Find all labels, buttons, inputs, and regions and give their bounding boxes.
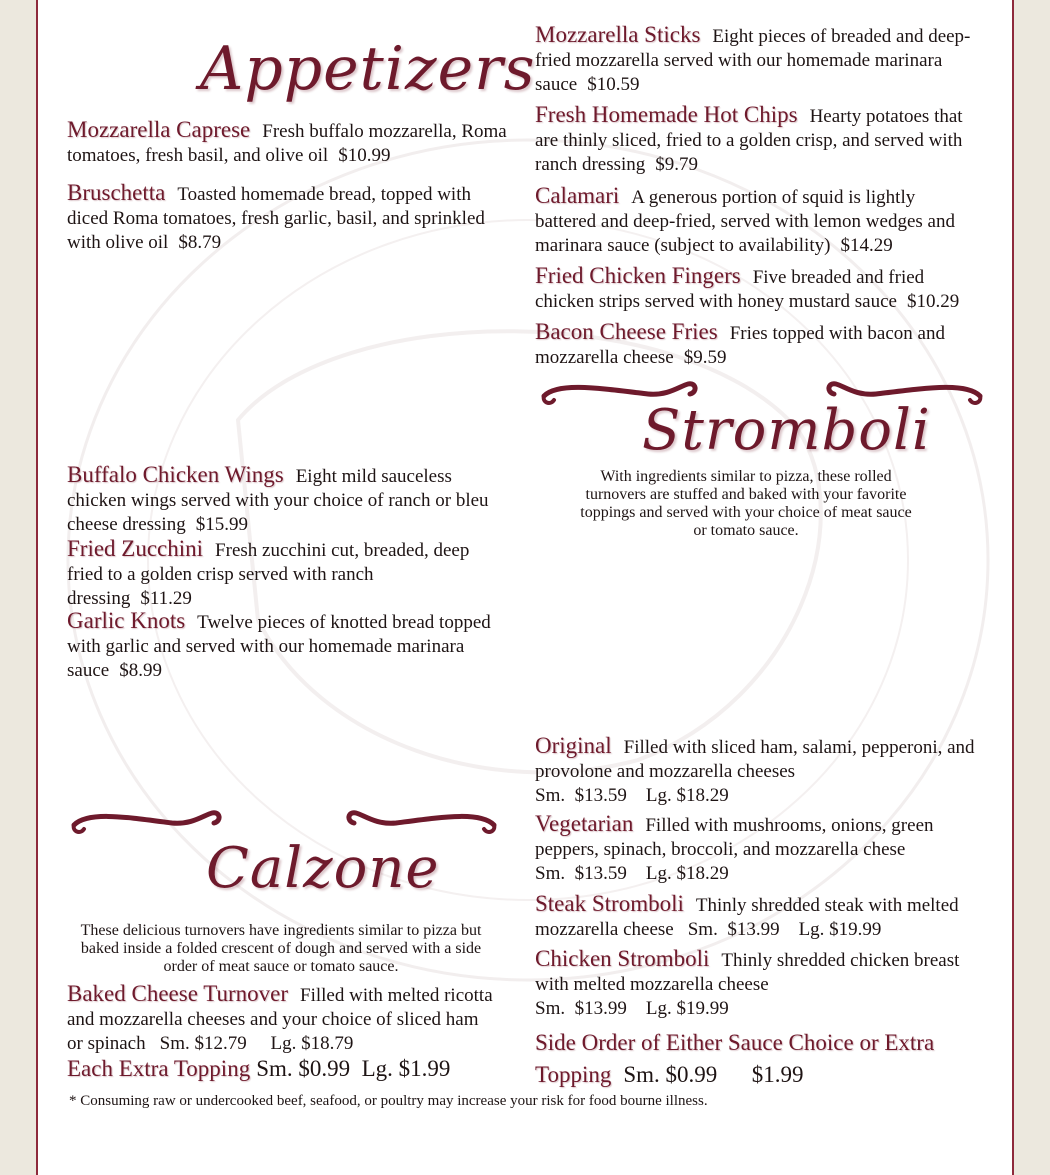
item-desc: Filled with melted ricotta and mozzarella cheeses and your choice of sliced ham or spinach (67, 985, 493, 1054)
item-name: Each Extra Topping (67, 1056, 251, 1081)
item-desc: Eight mild sauceless chicken wings served with your choice of ranch or bleu cheese dressing (67, 466, 489, 535)
item-name: Fresh Homemade Hot Chips (535, 102, 798, 127)
calzone-intro: These delicious turnovers have ingredients similar to pizza but baked inside a folded crescent of dough and served with a side order of meat sauce or tomato sauce. (80, 922, 482, 975)
item-name: Bacon Cheese Fries (535, 319, 718, 344)
menu-item-chicken-stromboli (535, 947, 975, 1021)
menu-item-steak-stromboli (535, 892, 995, 942)
item-name: Calamari (535, 183, 620, 208)
item-desc: Five breaded and fried chicken strips served with honey mustard sauce (535, 267, 925, 312)
menu-item-mozzarella-caprese (67, 118, 517, 168)
menu-item-garlic-knots (67, 609, 507, 683)
item-price: $8.99 (119, 660, 162, 681)
item-name: Steak Stromboli (535, 891, 684, 916)
menu-item-mozzarella-sticks (535, 23, 980, 97)
stromboli-intro: With ingredients similar to pizza, these rolled turnovers are stuffed and baked with your favorite toppings and served with your choice of meat sauce or tomato sauce. (580, 468, 912, 539)
item-name: Baked Cheese Turnover (67, 981, 289, 1006)
item-price: $15.99 (195, 514, 248, 535)
item-desc: Fresh zucchini cut, breaded, deep fried to a golden crisp served with ranch dressing (67, 540, 470, 609)
item-price: Sm. $13.99 Lg. $19.99 (687, 919, 882, 940)
item-desc: Filled with sliced ham, salami, pepperoni, and provolone and mozzarella cheeses (535, 737, 975, 782)
item-name: Mozzarella Sticks (535, 22, 701, 47)
item-name: Fried Zucchini (67, 536, 204, 561)
item-name: Fried Chicken Fingers (535, 263, 741, 288)
item-price: Sm. $12.79 Lg. $18.79 (159, 1033, 354, 1054)
item-name: Original (535, 733, 612, 758)
item-name: Chicken Stromboli (535, 946, 710, 971)
item-desc: Filled with mushrooms, onions, green peppers, spinach, broccoli, and mozzarella chese (535, 815, 934, 860)
menu-item-bruschetta (67, 181, 497, 255)
item-name: Bruschetta (67, 180, 166, 205)
menu-item-vegetarian (535, 812, 985, 886)
menu-item-fried-chicken-fingers (535, 264, 985, 314)
item-price: $11.29 (140, 588, 192, 609)
appetizers-heading: Appetizers (200, 34, 536, 104)
item-name: Buffalo Chicken Wings (67, 462, 284, 487)
item-desc: Thinly shredded chicken breast with melted mozzarella cheese (535, 950, 960, 995)
item-price: Sm. $0.99 Lg. $1.99 (256, 1056, 451, 1081)
menu-item-side-order (535, 1028, 995, 1092)
item-name: Garlic Knots (67, 608, 186, 633)
item-price: Sm. $0.99 $1.99 (623, 1062, 804, 1087)
item-price: $8.79 (178, 232, 222, 253)
item-price: Sm. $13.59 Lg. $18.29 (535, 863, 729, 884)
item-price: $9.59 (683, 347, 727, 368)
item-price: Sm. $13.59 Lg. $18.29 (535, 785, 729, 806)
item-desc: Hearty potatoes that are thinly sliced, fried to a golden crisp, and served with ranch dressing (535, 106, 963, 175)
menu-item-bacon-cheese-fries (535, 320, 975, 370)
menu-item-baked-cheese-turnover (67, 982, 497, 1056)
item-desc: Toasted homemade bread, topped with diced Roma tomatoes, fresh garlic, basil, and sprinkled with olive oil (67, 184, 485, 253)
item-name: Vegetarian (535, 811, 634, 836)
item-price: $9.79 (655, 154, 699, 175)
menu-item-hot-chips (535, 103, 980, 177)
item-desc: Fresh buffalo mozzarella, Roma tomatoes, fresh basil, and olive oil (67, 121, 507, 166)
calzone-heading: Calzone (206, 836, 440, 901)
item-desc: A generous portion of squid is lightly battered and deep-fried, served with lemon wedges and marinara sauce (subject to availability) (535, 187, 955, 256)
item-name: Side Order of Either Sauce Choice or Extra Topping (535, 1030, 935, 1087)
menu-item-buffalo-chicken-wings (67, 463, 507, 537)
stromboli-heading: Stromboli (642, 398, 931, 463)
item-desc: Eight pieces of breaded and deep-fried mozzarella served with our homemade marinara sauce (535, 26, 971, 95)
item-price: $10.59 (587, 74, 640, 95)
item-desc: Thinly shredded steak with melted mozzarella cheese (535, 895, 959, 940)
menu-item-each-extra-topping (67, 1054, 527, 1086)
menu-item-fried-zucchini (67, 537, 487, 611)
item-price: Sm. $13.99 Lg. $19.99 (535, 998, 729, 1019)
item-desc: Fries topped with bacon and mozzarella cheese (535, 323, 945, 368)
item-price: $10.29 (906, 291, 960, 312)
food-safety-disclaimer: * Consuming raw or undercooked beef, seafood, or poultry may increase your risk for food bourne illness. (69, 1093, 708, 1109)
item-price: $14.29 (840, 235, 893, 256)
item-desc: Twelve pieces of knotted bread topped with garlic and served with our homemade marinara sauce (67, 612, 491, 681)
menu-item-calamari (535, 184, 980, 258)
menu-page (36, 0, 1014, 1175)
item-name: Mozzarella Caprese (67, 117, 251, 142)
menu-item-original (535, 734, 975, 808)
item-price: $10.99 (338, 145, 391, 166)
